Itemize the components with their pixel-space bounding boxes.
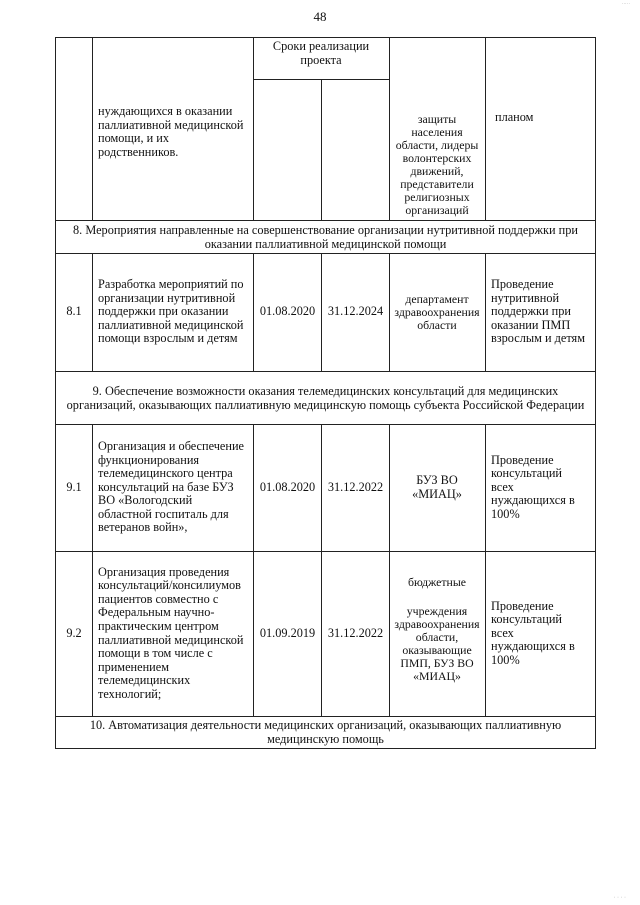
rule xyxy=(55,37,596,38)
row-description: Разработка мероприятий по организации нутритивной поддержки при оказании паллиативной медицинской помощи взрослым и детям xyxy=(98,277,244,346)
timeline-header: Сроки реализации проекта xyxy=(272,39,370,67)
row-start-date: 01.08.2020 xyxy=(259,304,316,319)
scan-mark: ····· xyxy=(621,2,630,7)
row-start-date: 01.09.2019 xyxy=(259,625,316,640)
rule xyxy=(92,424,93,716)
rule xyxy=(389,424,390,716)
row-number: 8.1 xyxy=(66,304,82,319)
row-description: Организация проведения консультаций/консилиумов пациентов совместно с Федеральным научно-практическим центром паллиативной медицинской помощи в том числе с применением телемедицинских технологий; xyxy=(98,564,244,701)
rule xyxy=(595,37,596,749)
row-start-date: 01.08.2020 xyxy=(259,479,316,494)
row-end-date: 31.12.2024 xyxy=(327,304,384,319)
rule xyxy=(55,748,596,749)
continued-executors: защиты населения области, лидеры волонтерских движений, представители религиозных организаций xyxy=(395,112,479,217)
row-number: 9.2 xyxy=(66,625,82,640)
rule xyxy=(321,79,322,220)
rule xyxy=(92,37,93,220)
row-result: Проведение нутритивной поддержки при оказании ПМП взрослым и детям xyxy=(491,277,585,346)
scan-mark-bottom: · · · · xyxy=(613,895,626,901)
row-result: Проведение консультаций всех нуждающихся в 100% xyxy=(491,598,575,667)
row-end-date: 31.12.2022 xyxy=(327,625,384,640)
rule xyxy=(92,253,93,371)
page-number: 48 xyxy=(313,9,327,24)
rule xyxy=(485,424,486,716)
section-heading: 9. Обеспечение возможности оказания телемедицинских консультаций для медицинских организаций, оказывающих паллиативную медицинскую помощь субъекта Российской Федерации xyxy=(66,383,585,412)
row-number: 9.1 xyxy=(66,479,82,494)
rule xyxy=(55,371,596,372)
rule xyxy=(55,220,596,221)
rule xyxy=(389,37,390,220)
row-executor: учреждения здравоохранения области, оказывающие ПМП, БУЗ ВО «МИАЦ» xyxy=(394,604,480,683)
continued-description: нуждающихся в оказании паллиативной медицинской помощи, и их родственников. xyxy=(98,104,244,159)
row-end-date: 31.12.2022 xyxy=(327,479,384,494)
rule xyxy=(485,253,486,371)
row-executor: БУЗ ВО «МИАЦ» xyxy=(412,472,462,501)
rule xyxy=(389,253,390,371)
rule xyxy=(485,37,486,220)
plan-table xyxy=(55,37,596,749)
section-heading: 10. Автоматизация деятельности медицинских организаций, оказывающих паллиативную медицинскую помощь xyxy=(89,717,562,746)
row-description: Организация и обеспечение функционирования телемедицинского центра консультаций на базе БУЗ ВО «Вологодский областной госпиталь для ветеранов войн», xyxy=(98,438,245,535)
continued-result: планом xyxy=(495,110,534,124)
row-executor-top: бюджетные xyxy=(407,575,467,589)
section-heading: 8. Мероприятия направленные на совершенствование организации нутритивной поддержки при оказании паллиативной медицинской помощи xyxy=(73,222,578,251)
rule xyxy=(253,37,254,220)
row-executor: департамент здравоохранения области xyxy=(394,291,480,332)
row-result: Проведение консультаций всех нуждающихся в 100% xyxy=(491,452,575,521)
